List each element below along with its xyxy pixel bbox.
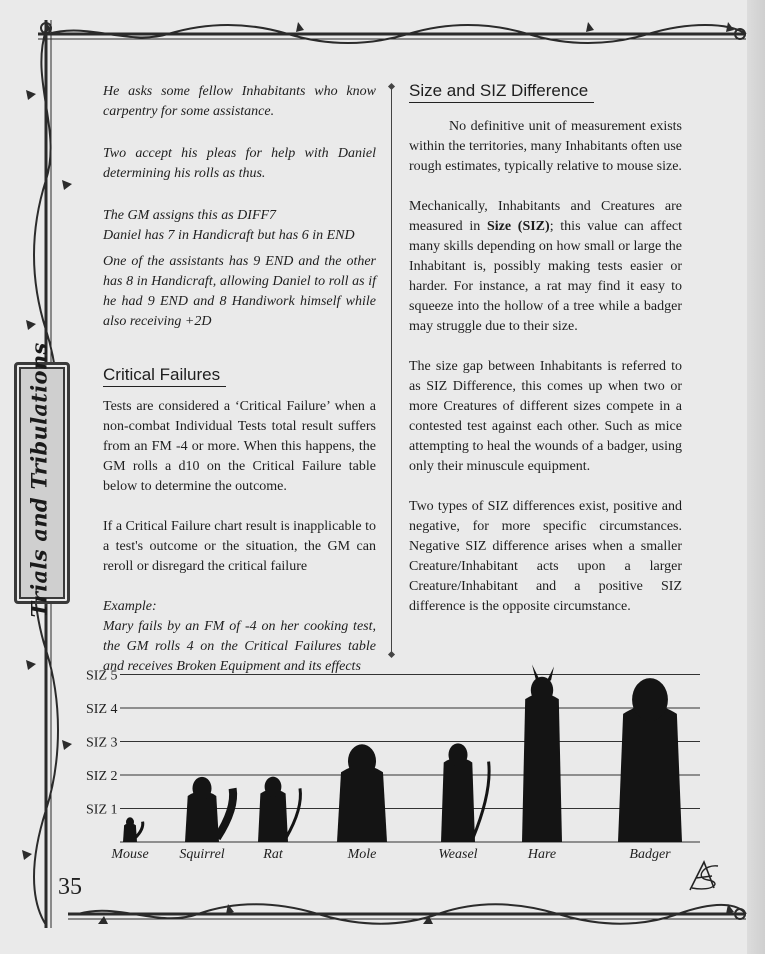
- creature-silhouette-body: [258, 789, 288, 842]
- size-paragraph-2-post: ; this value can affect many skills depending on how small or large the Inhabitant is, possibly making tests easier or harder. For instance, a rat may find it easy to squeeze into the hollow of a tree while a badger may struggle due to their size.: [409, 219, 683, 334]
- creature-label: Weasel: [438, 847, 478, 862]
- sidebar-title: Trials and Tribulations: [26, 342, 52, 618]
- creature-label: Mouse: [111, 847, 149, 862]
- creature-silhouette-body: [618, 705, 682, 842]
- creature-ear: [532, 665, 539, 681]
- siz-level-label: SIZ 4: [86, 702, 118, 717]
- creature-label: Squirrel: [179, 847, 225, 862]
- siz-level-label: SIZ 3: [86, 735, 118, 751]
- creature-label: Badger: [629, 847, 671, 862]
- size-paragraph-2-pre: Mechanically, Inhabitants and Creatures are measured in: [409, 199, 682, 234]
- vine-border-bottom: [28, 900, 753, 934]
- artist-signature: [684, 858, 724, 894]
- creature-label: Mole: [347, 847, 377, 862]
- creature-ear: [547, 667, 554, 681]
- left-column: [103, 82, 376, 677]
- vine-border-top: [28, 18, 753, 48]
- creature-label: Hare: [527, 847, 557, 862]
- creature-label: Rat: [263, 847, 283, 862]
- size-paragraph-3: The size gap between Inhabitants is referred to as SIZ Difference, this comes up when two or more Creatures of different sizes compete in a contested test against each other. Such as mice attempting to heal the wounds of a badger, using only their minuscule equipment.: [409, 359, 682, 474]
- creature-tail: [286, 788, 300, 838]
- siz-level-label: SIZ 1: [86, 802, 118, 818]
- critical-failures-paragraph-1: Tests are considered a ‘Critical Failure’ when a non-combat Individual Tests total result suffers from an FM -4 or more. When this happens, the GM rolls a d10 on the Critical Failure table below to determine the outcome.: [103, 399, 376, 494]
- example-paragraph-1: He asks some fellow Inhabitants who know carpentry for some assistance.: [103, 84, 376, 119]
- example-text: Mary fails by an FM of -4 on her cooking test, the GM rolls 4 on the Critical Failures table and receives Broken Equipment and its effects: [103, 619, 376, 674]
- creature-silhouette-head: [348, 744, 376, 778]
- example-label: Example:: [103, 599, 157, 614]
- creature-silhouette-head: [448, 743, 467, 766]
- creature-tail: [473, 762, 489, 838]
- size-paragraph-1: No definitive unit of measurement exists within the territories, many Inhabitants often use rough estimates, typically relative to mouse size.: [409, 119, 682, 174]
- creature-tail: [217, 788, 233, 838]
- siz-comparison-chart: [0, 660, 765, 870]
- column-divider: [391, 86, 392, 654]
- example-paragraph-4: One of the assistants has 9 END and the other has 8 in Handicraft, allowing Daniel to roll as if he had 9 END and 8 Handiwork himself while also receiving +2D: [103, 254, 376, 329]
- siz-level-label: SIZ 2: [86, 769, 118, 784]
- size-paragraph-2-bold: Size (SIZ): [486, 219, 550, 234]
- right-column: [409, 80, 682, 617]
- creature-silhouette-head: [192, 777, 211, 800]
- creature-silhouette-body: [441, 758, 475, 842]
- example-paragraph-2: Two accept his pleas for help with Daniel determining his rolls as thus.: [103, 146, 376, 181]
- creature-silhouette-head: [632, 678, 668, 721]
- page-number: 35: [58, 874, 82, 900]
- example-paragraph-3b: Daniel has 7 in Handicraft but has 6 in END: [103, 228, 355, 243]
- critical-failures-paragraph-2: If a Critical Failure chart result is inapplicable to a test's outcome or the situation, the GM can reroll or disregard the critical failure: [103, 519, 376, 574]
- creature-silhouette-body: [522, 694, 562, 842]
- size-heading: Size and SIZ Difference: [409, 80, 594, 103]
- creature-silhouette-head: [126, 817, 134, 827]
- critical-failures-heading: Critical Failures: [103, 364, 226, 387]
- size-paragraph-2: [409, 197, 682, 337]
- creature-silhouette-head: [531, 677, 553, 704]
- example-paragraph-3a: The GM assigns this as DIFF7: [103, 208, 277, 223]
- siz-level-label: SIZ 5: [86, 668, 118, 684]
- size-paragraph-4: Two types of SIZ differences exist, positive and negative, for more specific circumstances. Negative SIZ difference arises when a smaller Creature/Inhabitant acts upon a larger Creature/Inhabitant and a positive SIZ difference is the opposite circumstance.: [409, 499, 682, 614]
- creature-silhouette-head: [265, 777, 282, 797]
